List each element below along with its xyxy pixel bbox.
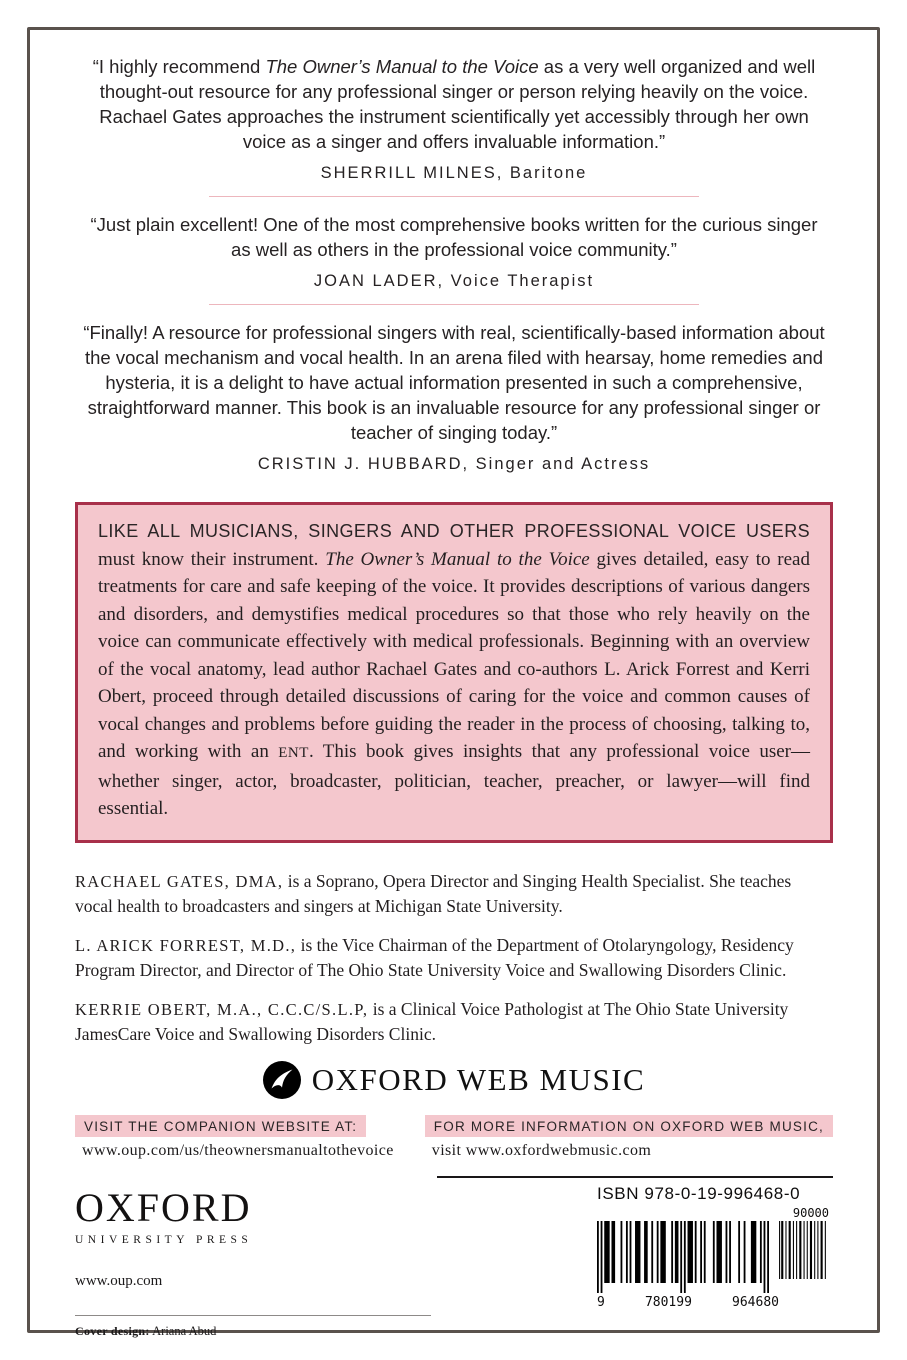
quote-text: as a very well organized and well thought-out resource for any professional singer or person relying heavily on the voice. Rachael Gates approaches the instrument scientifically yet accessibly through her own voice as a singer and offers invaluable information.” (99, 56, 816, 152)
ent-smallcaps: ENT (278, 745, 309, 761)
author-bio-text: is a Soprano, Opera Director and Singing Health Specialist. She teaches vocal health to broadcasters and singers at Michigan State University. (75, 870, 792, 916)
oxford-university-press-logo: OXFORD (75, 1184, 252, 1230)
book-description (98, 518, 810, 823)
oxford-web-music-bird-icon (263, 1061, 301, 1099)
ean-barcode-bars (597, 1221, 769, 1293)
testimonial-quote-3 (79, 320, 829, 445)
testimonial-quote-2 (79, 212, 829, 262)
footer-section (75, 1176, 833, 1339)
attribution-name: SHERRILL MILNES, (320, 164, 504, 182)
testimonial-attribution-2 (75, 272, 833, 291)
divider-line (209, 196, 699, 197)
attribution-role: Singer and Actress (469, 455, 651, 473)
author-bio-text: is a Clinical Voice Pathologist at The Ohio State University JamesCare Voice and Swallowing Disorders Clinic. (75, 998, 789, 1044)
barcode-digits (597, 1295, 779, 1310)
book-description-box (75, 502, 833, 843)
author-bio-text: is the Vice Chairman of the Department of Otolaryngology, Residency Program Director, and Director of The Ohio State University Voice and Swallowing Disorders Clinic. (75, 934, 794, 980)
cover-content (75, 54, 833, 1339)
barcode-block (597, 1181, 833, 1310)
oxford-web-music-logo (75, 1061, 833, 1099)
isbn-barcode-block (437, 1176, 833, 1339)
description-text: . This book gives insights that any professional voice user—whether singer, actor, broadcaster, politician, teacher, preacher, or lawyer—will find essential. (98, 741, 810, 819)
cover-designer-name: Ariana Abud (149, 1323, 217, 1338)
web-music-info-block (425, 1115, 833, 1160)
quote-text: “Finally! A resource for professional singers with real, scientifically-based information about the vocal mechanism and vocal health. In an arena filed with hearsay, home remedies and hysteria, it is a delight to have actual information presented in such a comprehensive, straightforward manner. This book is an invaluable resource for any professional singer or teacher of singing today.” (83, 322, 825, 443)
ean-barcode (597, 1221, 833, 1293)
testimonial-quote-1 (79, 54, 829, 154)
attribution-role: Baritone (503, 164, 588, 182)
attribution-role: Voice Therapist (444, 272, 595, 290)
book-title-italic: The Owner’s Manual to the Voice (265, 56, 539, 77)
cover-design-label: Cover design: (75, 1323, 150, 1338)
barcode-addon-number: 90000 (792, 1205, 829, 1220)
description-lead: LIKE ALL MUSICIANS, SINGERS AND OTHER PROFESSIONAL VOICE USERS (98, 521, 810, 541)
publisher-block (75, 1176, 431, 1339)
testimonial-attribution-1 (75, 164, 833, 183)
oup-website-url: www.oup.com (75, 1272, 163, 1289)
web-music-info-heading: FOR MORE INFORMATION ON OXFORD WEB MUSIC, (425, 1115, 833, 1137)
testimonial-attribution-3 (75, 455, 833, 474)
cover-design-credit (75, 1324, 431, 1339)
book-title-italic: The Owner’s Manual to the Voice (325, 548, 590, 570)
description-text: must know their instrument. (98, 548, 326, 570)
companion-website-heading: VISIT THE COMPANION WEBSITE AT: (75, 1115, 366, 1137)
testimonials-section (75, 54, 833, 474)
ean-addon-bars (778, 1221, 828, 1279)
university-press-label: UNIVERSITY PRESS (75, 1233, 253, 1246)
barcode-digit-group: 964680 (732, 1294, 779, 1310)
isbn-number: ISBN 978-0-19-996468-0 (597, 1183, 801, 1203)
author-name: RACHAEL GATES, DMA, (75, 871, 284, 891)
footer-divider-line (75, 1315, 431, 1316)
links-section (75, 1115, 833, 1160)
author-bio-3 (75, 997, 833, 1046)
divider-line (209, 304, 699, 305)
attribution-name: CRISTIN J. HUBBARD, (257, 455, 470, 473)
author-bio-2 (75, 933, 833, 982)
web-music-info-url: visit www.oxfordwebmusic.com (431, 1141, 652, 1159)
author-bio-1 (75, 869, 833, 918)
quote-text: “I highly recommend (92, 56, 266, 77)
oxford-web-music-label: OXFORD WEB MUSIC (311, 1061, 646, 1097)
barcode-digit-group: 9 (597, 1294, 605, 1310)
companion-website-block (75, 1115, 419, 1160)
attribution-name: JOAN LADER, (313, 272, 445, 290)
companion-website-url: www.oup.com/us/theownersmanualtothevoice (82, 1141, 394, 1159)
author-name: KERRIE OBERT, M.A., C.C.C/S.L.P, (75, 999, 369, 1019)
author-bios-section (75, 869, 833, 1046)
description-text: gives detailed, easy to read treatments for care and safe keeping of the voice. It provides descriptions of various dangers and disorders, and demystifies medical procedures so that those who rely heavily on the voice can communicate effectively with medical professionals. Beginning with an overview of the vocal anatomy, lead author Rachael Gates and co-authors L. Arick Forrest and Kerri Obert, proceed through detailed discussions of caring for the voice and common causes of vocal changes and problems before guiding the reader in the process of choosing, talking to, and working with an (98, 548, 810, 762)
author-name: L. ARICK FORREST, M.D., (75, 935, 297, 955)
barcode-digit-group: 780199 (644, 1294, 692, 1310)
quote-text: “Just plain excellent! One of the most comprehensive books written for the curious singer as well as others in the professional voice community.” (90, 214, 818, 260)
